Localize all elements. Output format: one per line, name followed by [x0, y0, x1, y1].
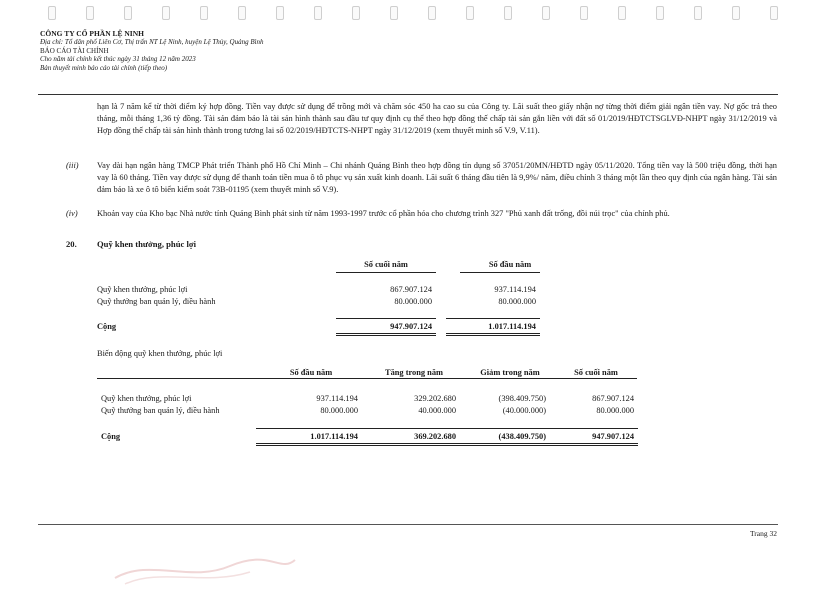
report-notes-label: Bản thuyết minh báo cáo tài chính (tiếp theo): [40, 63, 168, 72]
cell-decrease: (398.409.750): [498, 394, 546, 403]
total-end: 947.907.124: [592, 432, 634, 441]
table-top-rule: [97, 378, 637, 379]
row-label: Quỹ thưởng ban quản lý, điều hành: [97, 297, 216, 306]
total-rule: [446, 318, 540, 319]
total-begin: 1.017.114.194: [488, 322, 536, 331]
report-title: BÁO CÁO TÀI CHÍNH: [40, 46, 109, 55]
binding-holes: [48, 6, 808, 20]
cell-begin: 937.114.194: [494, 285, 536, 294]
paragraph-iii: Vay dài hạn ngân hàng TMCP Phát triển Thành phố Hồ Chí Minh – Chi nhánh Quảng Bình theo hợp đồng tín dụng số 37051/20MN/HĐTD ngày 05/11/2020. Tổng tiền vay là 500 triệu đồng, thời hạn vay là 60 tháng. Tiền vay được sử dụng để thanh toán tiền mua ô tô phục vụ sản xuất kinh doanh. Lãi suất 6 tháng đầu tiên là 9,9%/ năm, điều chỉnh 3 tháng một lần theo quy định của ngân hàng. Tài sản đảm bảo là xe ô tô biển kiểm soát 73B-01195 (xem thuyết minh số V.9).: [97, 161, 777, 194]
page-number: Trang 32: [749, 529, 777, 538]
double-underline: [256, 443, 638, 446]
col-header-begin: Số đầu năm: [289, 368, 333, 377]
col-header-end: Số cuối năm: [364, 260, 408, 269]
cell-begin: 937.114.194: [316, 394, 358, 403]
double-underline: [446, 333, 540, 336]
header-divider: [38, 94, 778, 95]
row-label: Quỹ thưởng ban quản lý, điều hành: [101, 406, 220, 415]
cell-increase: 40.000.000: [418, 406, 456, 415]
row-label: Quỹ khen thưởng, phúc lợi: [97, 285, 188, 294]
section-number: 20.: [66, 239, 77, 249]
col-header-begin: Số đầu năm: [488, 260, 532, 269]
header-underline: [460, 272, 540, 273]
report-period: Cho năm tài chính kết thúc ngày 31 tháng 12 năm 2023: [40, 55, 196, 64]
paragraph-continued: hạn là 7 năm kể từ thời điểm ký hợp đồng. Tiền vay được sử dụng để trồng mới và chăm sóc 450 ha cao su của Công ty. Lãi suất theo giấy nhận nợ từng thời điểm giải ngân tiền vay. Nợ gốc trả theo tháng, mỗi tháng 1,36 tỷ đồng. Tài sản đảm bảo là tài sản hình thành sau đầu tư quy định cụ thể theo hợp đồng thế chấp tài sản gắn liền với đất số 01/2019/HĐTCTSGLVĐ-NHPT ngày 31/12/2019 và Hợp đồng thế chấp tài sản hình thành trong tương lai số 02/2019/HĐTCTS-NHPT ngày 31/12/2019 (xem thuyết minh số V.9, V.11).: [97, 102, 777, 135]
item-number-iii: (iii): [66, 161, 79, 170]
cell-increase: 329.202.680: [414, 394, 456, 403]
row-label: Quỹ khen thưởng, phúc lợi: [101, 394, 192, 403]
col-header-decrease: Giảm trong năm: [480, 368, 540, 377]
total-end: 947.907.124: [390, 322, 432, 331]
cell-end: 80.000.000: [596, 406, 634, 415]
cell-begin: 80.000.000: [498, 297, 536, 306]
total-label: Cộng: [101, 432, 121, 441]
double-underline: [336, 333, 436, 336]
footer-divider: [38, 524, 778, 525]
total-rule: [336, 318, 436, 319]
total-decrease: (438.409.750): [498, 432, 546, 441]
total-increase: 369.202.680: [414, 432, 456, 441]
company-name: CÔNG TY CỔ PHẦN LỆ NINH: [40, 29, 144, 38]
item-number-iv: (iv): [66, 209, 78, 218]
cell-end: 867.907.124: [390, 285, 432, 294]
cell-decrease: (40.000.000): [502, 406, 546, 415]
total-rule: [256, 428, 638, 429]
movement-caption: Biến động quỹ khen thưởng, phúc lợi: [97, 349, 223, 358]
page-header: [40, 30, 264, 72]
company-address: Địa chỉ: Tổ dân phố Liên Cơ, Thị trấn NT Lệ Ninh, huyện Lệ Thủy, Quảng Bình: [40, 38, 264, 47]
header-underline: [336, 272, 436, 273]
col-header-end: Số cuối năm: [574, 368, 618, 377]
col-header-increase: Tăng trong năm: [384, 368, 443, 377]
cell-end: 80.000.000: [394, 297, 432, 306]
cell-end: 867.907.124: [592, 394, 634, 403]
section-title: Quỹ khen thưởng, phúc lợi: [97, 239, 196, 249]
faint-stamp-mark: [110, 548, 300, 588]
cell-begin: 80.000.000: [320, 406, 358, 415]
total-begin: 1.017.114.194: [310, 432, 358, 441]
total-label: Cộng: [97, 322, 117, 331]
paragraph-iv: Khoản vay của Kho bạc Nhà nước tỉnh Quảng Bình phát sinh từ năm 1993-1997 trước cổ phần hóa cho chương trình 327 "Phủ xanh đất trống, đồi núi trọc" của chính phủ.: [97, 209, 670, 218]
